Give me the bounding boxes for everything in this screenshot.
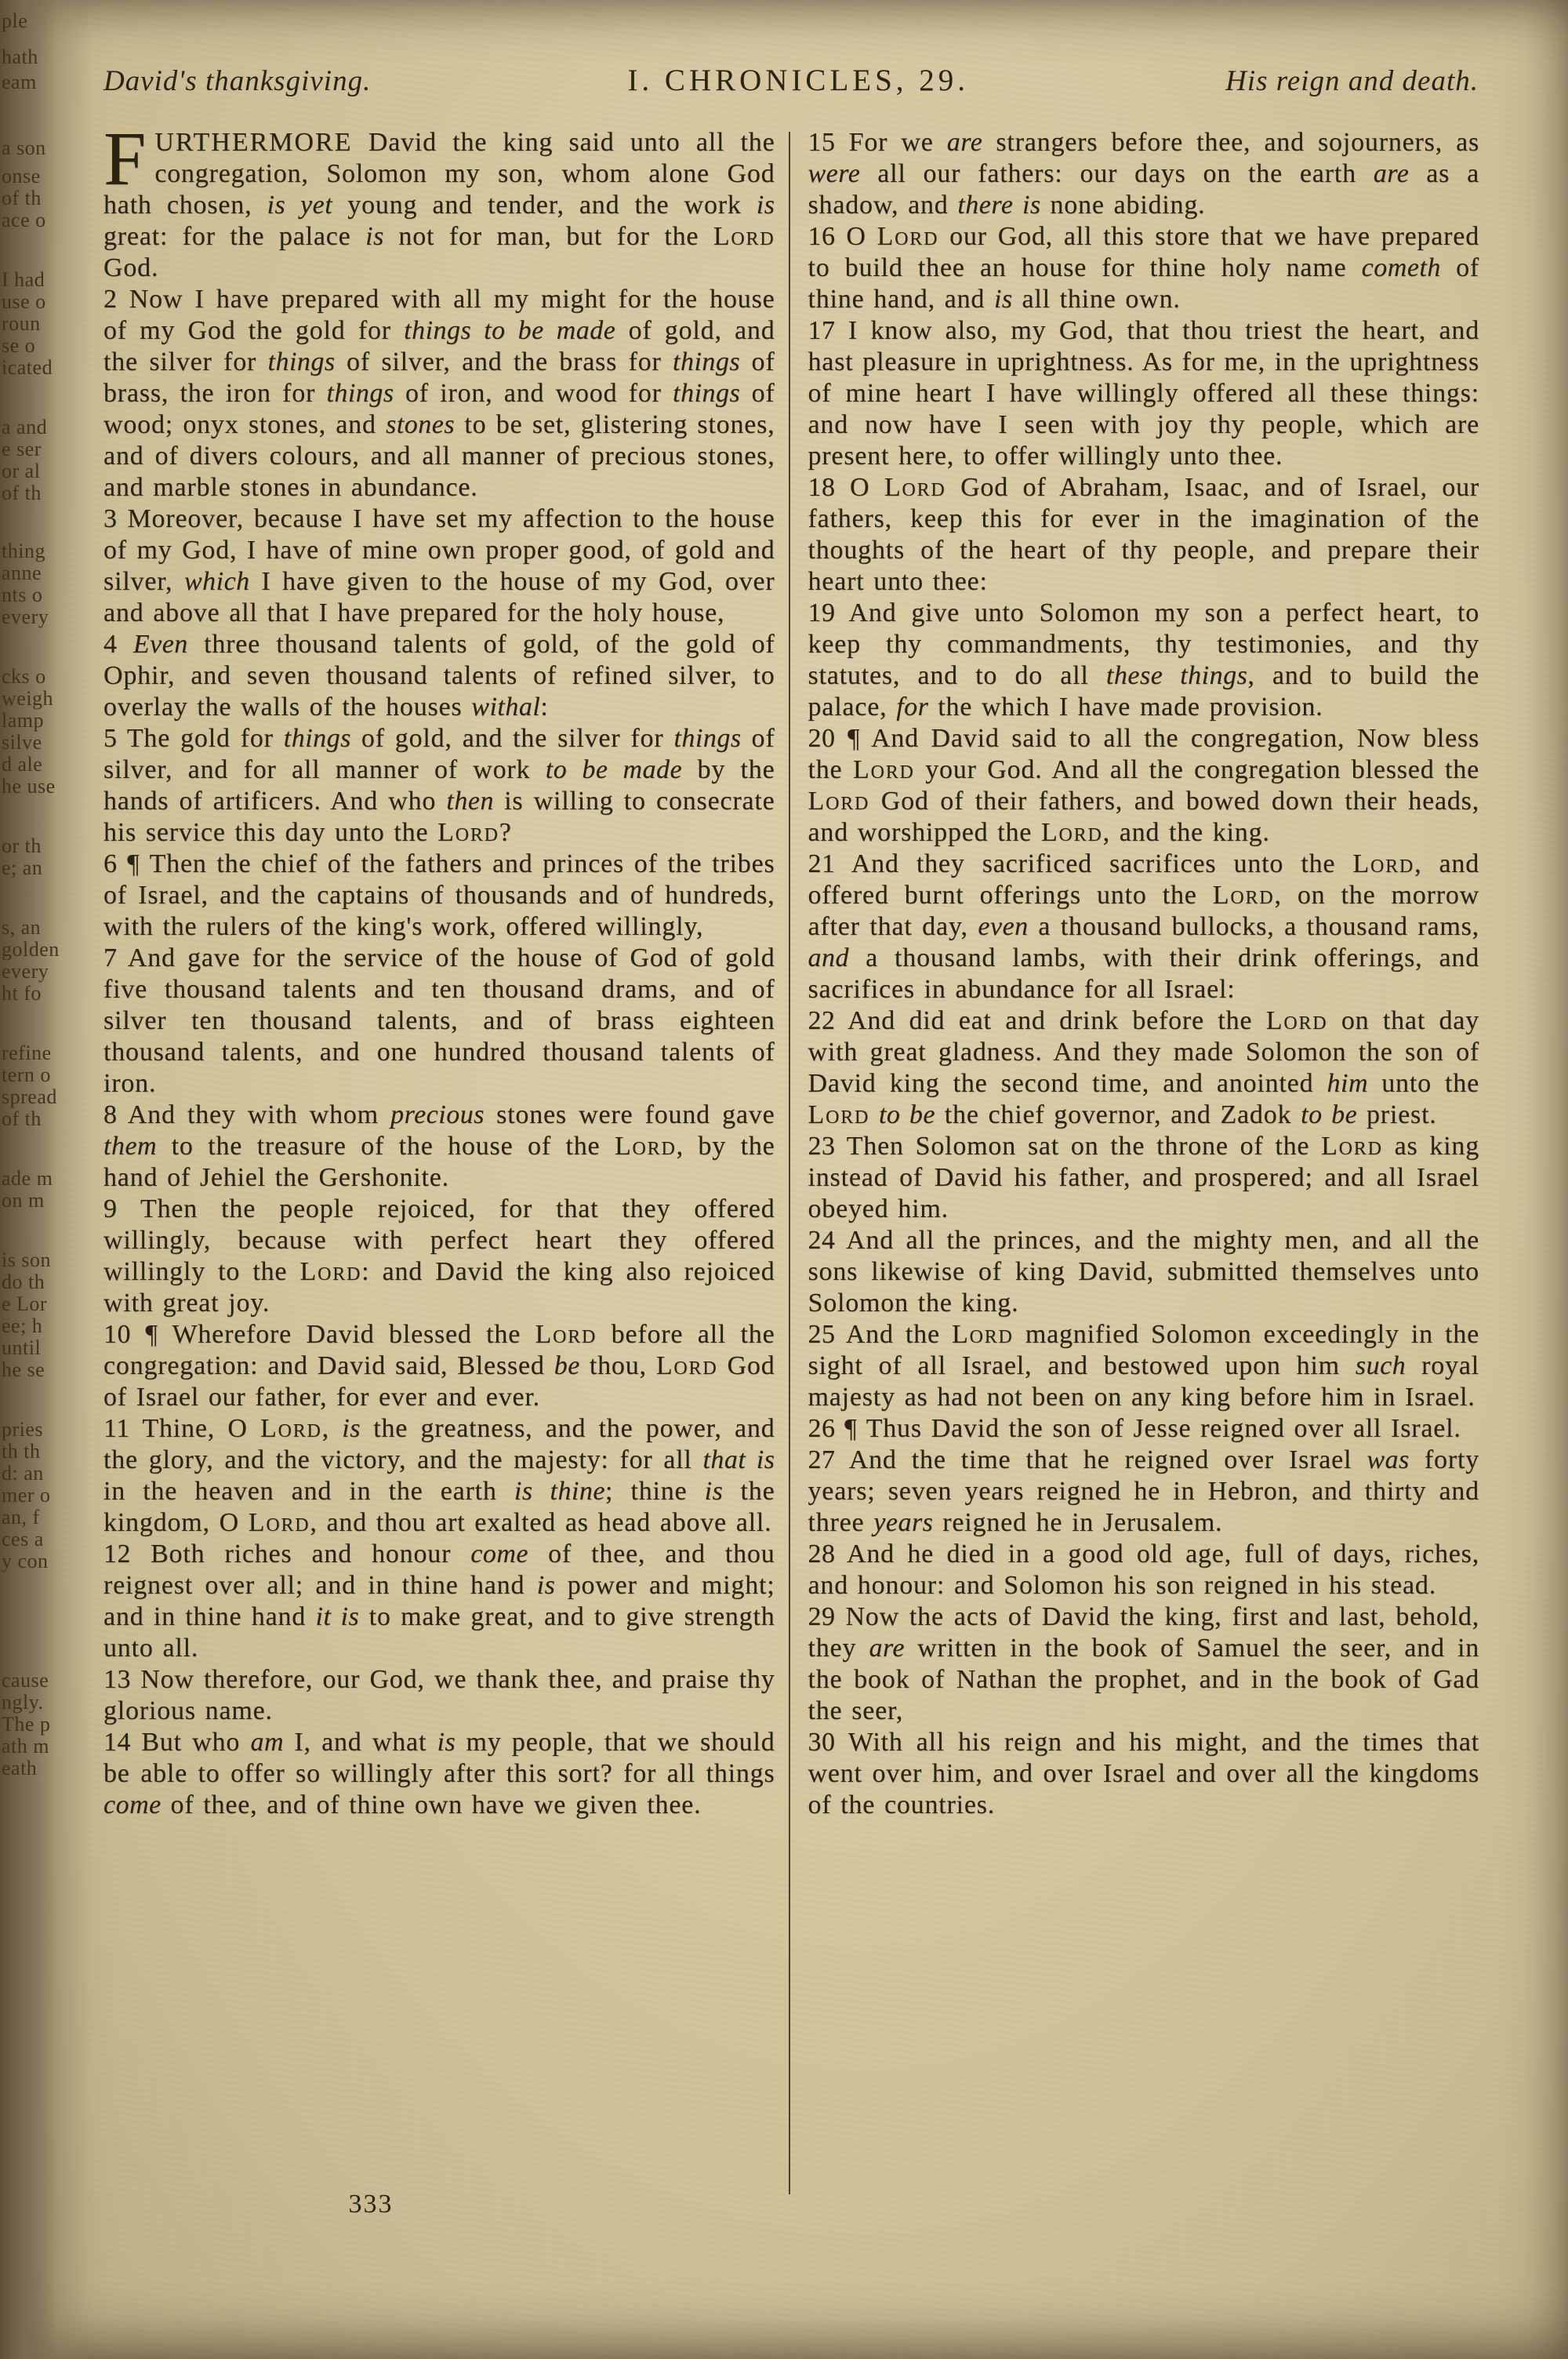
- verse-19: 19 And give unto Solomon my son a perfect heart, to keep thy commandments, thy testimonies, and thy statutes, and to do all these things, and to build the palace, for the which I have made provision.: [808, 598, 1479, 722]
- gutter-text-fragment: e; an: [2, 856, 43, 879]
- verse-27: 27 And the time that he reigned over Israel was forty years; seven years reigned he in Hebron, and thirty and three years reigned he in Jerusalem.: [808, 1445, 1479, 1537]
- gutter-text-fragment: spread: [2, 1085, 57, 1108]
- verse-number: 7: [103, 943, 118, 972]
- running-head-right: His reign and death.: [1225, 65, 1479, 97]
- gutter-text-fragment: do th: [2, 1270, 45, 1293]
- verse-number: 20: [808, 724, 836, 753]
- verse-14: 14 But who am I, and what is my people, that we should be able to offer so willingly after this sort? for all things come of thee, and of thine own have we given thee.: [103, 1728, 775, 1819]
- verse-16: 16 O Lord our God, all this store that we have prepared to build thee an house for thine holy name cometh of thine hand, and is all thine own.: [808, 222, 1479, 314]
- gutter-text-fragment: eath: [2, 1757, 38, 1779]
- verse-9: 9 Then the people rejoiced, for that they offered willingly, because with perfect heart they offered willingly to the Lord: and David the king also rejoiced with great joy.: [103, 1194, 775, 1318]
- gutter-text-fragment: cause: [2, 1669, 49, 1692]
- gutter-text-fragment: of th: [2, 1107, 42, 1130]
- lord-small-caps: Lord: [952, 1320, 1014, 1349]
- verse-number: 4: [103, 630, 118, 659]
- verse-number: 24: [808, 1226, 836, 1255]
- verse-17: 17 I know also, my God, that thou triest the heart, and hast pleasure in uprightness. As for me, in the uprightness of mine heart I have willingly offered all these things: and now have I seen with joy thy people, which are present here, to offer willingly unto thee.: [808, 316, 1479, 471]
- lord-small-caps: Lord: [1212, 881, 1275, 910]
- verse-28: 28 And he died in a good old age, full of days, riches, and honour: and Solomon his son reigned in his stead.: [808, 1539, 1479, 1600]
- gutter-text-fragment: on m: [2, 1189, 45, 1212]
- lord-small-caps: Lord: [614, 1132, 677, 1161]
- lord-small-caps: Lord: [248, 1508, 310, 1537]
- verse-number: 29: [808, 1602, 836, 1631]
- gutter-text-fragment: ace o: [2, 209, 46, 231]
- verse-24: 24 And all the princes, and the mighty men, and all the sons likewise of king David, submitted themselves unto Solomon the king.: [808, 1226, 1479, 1318]
- verse-8: 8 And they with whom precious stones were found gave them to the treasure of the house of the Lord, by the hand of Jehiel the Gershonite.: [103, 1100, 775, 1192]
- gutter-text-fragment: nts o: [2, 583, 43, 606]
- page-number: 333: [348, 2190, 394, 2219]
- verse-number: 13: [103, 1665, 131, 1694]
- gutter-text-fragment: of th: [2, 482, 42, 504]
- gutter-text-fragment: s, an: [2, 916, 42, 939]
- gutter-text-fragment: weigh: [2, 687, 54, 710]
- lord-small-caps: Lord: [853, 755, 915, 784]
- verse-13: 13 Now therefore, our God, we thank thee, and praise thy glorious name.: [103, 1665, 775, 1725]
- verse-26: 26 ¶ Thus David the son of Jesse reigned over all Israel.: [808, 1414, 1461, 1443]
- gutter-text-fragment: onse: [2, 165, 41, 187]
- gutter-text-fragment: is son: [2, 1249, 51, 1271]
- lord-small-caps: Lord: [655, 1351, 718, 1380]
- gutter-text-fragment: pries: [2, 1418, 44, 1441]
- verse-number: 12: [103, 1539, 131, 1568]
- gutter-edge: [0, 0, 93, 2359]
- gutter-text-fragment: eam: [2, 71, 37, 93]
- gutter-text-fragment: d: an: [2, 1462, 44, 1485]
- gutter-text-fragment: anne: [2, 562, 42, 584]
- gutter-text-fragment: ple: [2, 9, 28, 32]
- verse-number: 14: [103, 1728, 131, 1757]
- verse-number: 16: [808, 222, 836, 251]
- verse-23: 23 Then Solomon sat on the throne of the Lord as king instead of David his father, and prospered; and all Israel obeyed him.: [808, 1132, 1479, 1223]
- verse-number: 5: [103, 724, 118, 753]
- gutter-text-fragment: icated: [2, 356, 53, 379]
- verse-number: 10: [103, 1320, 131, 1349]
- gutter-text-fragment: mer o: [2, 1484, 51, 1507]
- verse-number: 8: [103, 1100, 118, 1129]
- verse-29: 29 Now the acts of David the king, first and last, behold, they are written in the book of Samuel the seer, and in the book of Nathan the prophet, and in the book of Gad the seer,: [808, 1602, 1479, 1725]
- gutter-text-fragment: ht fo: [2, 982, 42, 1005]
- lord-small-caps: Lord: [1352, 849, 1415, 878]
- verse-number: 3: [103, 504, 118, 533]
- opening-word: URTHERMORE: [154, 128, 353, 157]
- lord-small-caps: Lord: [437, 818, 499, 847]
- verse-number: 26: [808, 1414, 836, 1443]
- verse-3: 3 Moreover, because I have set my affection to the house of my God, I have of mine own proper good, of gold and silver, which I have given to the house of my God, over and above all that I have prepared for the holy house,: [103, 504, 775, 627]
- gutter-text-fragment: golden: [2, 938, 60, 961]
- gutter-text-fragment: of th: [2, 187, 42, 209]
- gutter-text-fragment: a and: [2, 416, 48, 438]
- text-columns: [103, 117, 1480, 1821]
- gutter-text-fragment: he use: [2, 775, 56, 798]
- gutter-text-fragment: ade m: [2, 1167, 53, 1190]
- verse-number: 17: [808, 316, 836, 345]
- verse-number: 22: [808, 1006, 836, 1035]
- gutter-text-fragment: tern o: [2, 1063, 51, 1086]
- verse-number: 30: [808, 1728, 836, 1757]
- lord-small-caps: Lord: [1265, 1006, 1328, 1035]
- gutter-text-fragment: e Lor: [2, 1292, 48, 1315]
- verse-number: 2: [103, 285, 118, 314]
- verse-5: 5 The gold for things of gold, and the silver for things of silver, and for all manner of work to be made by the hands of artificers. And who then is willing to consecrate his service this day unto the Lord?: [103, 724, 775, 847]
- verse-number: 21: [808, 849, 836, 878]
- gutter-text-fragment: an, f: [2, 1506, 40, 1528]
- verse-number: 11: [103, 1414, 130, 1443]
- page-header: [103, 63, 1479, 98]
- lord-small-caps: Lord: [713, 222, 775, 251]
- verse-number: 23: [808, 1132, 836, 1161]
- gutter-text-fragment: silve: [2, 731, 42, 754]
- verse-number: 15: [808, 128, 836, 157]
- gutter-text-fragment: cks o: [2, 665, 46, 688]
- verse-7: 7 And gave for the service of the house of God of gold five thousand talents and ten thousand drams, and of silver ten thousand talents, and of brass eighteen thousand talents, and one hundred thousand talents of iron.: [103, 943, 775, 1098]
- gutter-text-fragment: use o: [2, 290, 46, 313]
- gutter-text-fragment: he se: [2, 1358, 45, 1381]
- left-column: [103, 117, 775, 1821]
- gutter-text-fragment: every: [2, 960, 49, 983]
- gutter-text-fragment: every: [2, 605, 49, 628]
- verse-number: 6: [103, 849, 118, 878]
- verse-6: 6 ¶ Then the chief of the fathers and princes of the tribes of Israel, and the captains of thousands and of hundreds, with the rulers of the king's work, offered willingly,: [103, 849, 775, 941]
- lord-small-caps: Lord: [884, 473, 946, 502]
- verse-number: 18: [808, 473, 836, 502]
- gutter-text-fragment: y con: [2, 1550, 49, 1572]
- gutter-text-fragment: a son: [2, 136, 46, 159]
- gutter-text-fragment: until: [2, 1336, 42, 1359]
- dropcap-letter: F: [103, 117, 147, 202]
- lord-small-caps: Lord: [808, 1100, 870, 1129]
- lord-small-caps: Lord: [535, 1320, 597, 1349]
- gutter-text-fragment: or th: [2, 834, 42, 857]
- verse-2: 2 Now I have prepared with all my might for the house of my God the gold for things to be made of gold, and the silver for things of silver, and the brass for things of brass, the iron for things of iron, and wood for things of wood; onyx stones, and stones to be set, glistering stones, and of divers colours, and all manner of precious stones, and marble stones in abundance.: [103, 285, 775, 502]
- verse-12: 12 Both riches and honour come of thee, and thou reignest over all; and in thine hand is power and might; and in thine hand it is to make great, and to give strength unto all.: [103, 1539, 775, 1663]
- verse-20: 20 ¶ And David said to all the congregation, Now bless the Lord your God. And all the congregation blessed the Lord God of their fathers, and bowed down their heads, and worshipped the Lord, and the king.: [808, 724, 1479, 847]
- verse-number: 25: [808, 1320, 836, 1349]
- verse-10: 10 ¶ Wherefore David blessed the Lord before all the congregation: and David said, Blessed be thou, Lord God of Israel our father, for ever and ever.: [103, 1320, 775, 1412]
- verse-30: 30 With all his reign and his might, and the times that went over him, and over Israel and over all the kingdoms of the countries.: [808, 1728, 1479, 1819]
- lord-small-caps: Lord: [260, 1414, 322, 1443]
- verse-25: 25 And the Lord magnified Solomon exceedingly in the sight of all Israel, and bestowed upon him such royal majesty as had not been on any king before him in Israel.: [808, 1320, 1480, 1412]
- verse-11: 11 Thine, O Lord, is the greatness, and the power, and the glory, and the victory, and the majesty: for all that is in the heaven and in the earth is thine; thine is the kingdom, O Lord, and thou art exalted as head above all.: [103, 1414, 775, 1537]
- verse-18: 18 O Lord God of Abraham, Isaac, and of Israel, our fathers, keep this for ever in the imagination of the thoughts of the heart of thy people, and prepare their heart unto thee:: [808, 473, 1479, 596]
- gutter-text-fragment: ee; h: [2, 1314, 43, 1337]
- verse-22: 22 And did eat and drink before the Lord on that day with great gladness. And they made Solomon the son of David king the second time, and anointed him unto the Lord to be the chief governor, and Zadok to be priest.: [808, 1006, 1479, 1129]
- lord-small-caps: Lord: [1040, 818, 1103, 847]
- gutter-text-fragment: roun: [2, 312, 41, 335]
- gutter-text-fragment: ngly.: [2, 1691, 44, 1714]
- lord-small-caps: Lord: [299, 1257, 362, 1286]
- gutter-text-fragment: th th: [2, 1440, 41, 1463]
- gutter-text-fragment: or al: [2, 460, 41, 482]
- gutter-text-fragment: se o: [2, 334, 36, 357]
- gutter-text-fragment: ces a: [2, 1528, 44, 1550]
- verse-number: 27: [808, 1445, 836, 1474]
- right-column: [808, 127, 1480, 1821]
- verse-number: 28: [808, 1539, 836, 1568]
- gutter-text-fragment: ath m: [2, 1735, 49, 1757]
- verse-number: 19: [808, 598, 836, 627]
- gutter-text-fragment: d ale: [2, 753, 43, 776]
- verse-15: 15 For we are strangers before thee, and sojourners, as were all our fathers: our days on the earth are as a shadow, and there is none abiding.: [808, 128, 1479, 220]
- lord-small-caps: Lord: [877, 222, 939, 251]
- verse-1: FURTHERMORE David the king said unto all the congregation, Solomon my son, whom alone God hath chosen, is yet young and tender, and the work is great: for the palace is not for man, but for the Lord God.: [103, 117, 775, 282]
- gutter-text-fragment: hath: [2, 45, 38, 68]
- running-head-left: David's thanksgiving.: [103, 65, 372, 97]
- lord-small-caps: Lord: [1321, 1132, 1383, 1161]
- verse-21: 21 And they sacrificed sacrifices unto the Lord, and offered burnt offerings unto the Lord, on the morrow after that day, even a thousand bullocks, a thousand rams, and a thousand lambs, with their drink offerings, and sacrifices in abundance for all Israel:: [808, 849, 1480, 1004]
- gutter-text-fragment: I had: [2, 268, 45, 291]
- verse-4: 4 Even three thousand talents of gold, of the gold of Ophir, and seven thousand talents of refined silver, to overlay the walls of the houses withal:: [103, 630, 775, 722]
- lord-small-caps: Lord: [808, 787, 870, 816]
- chapter-title: I. CHRONICLES, 29.: [627, 64, 970, 97]
- gutter-text-fragment: lamp: [2, 709, 44, 732]
- gutter-text-fragment: The p: [2, 1713, 51, 1736]
- verse-number: 9: [103, 1194, 118, 1223]
- gutter-text-fragment: thing: [2, 540, 45, 562]
- gutter-text-fragment: refine: [2, 1041, 52, 1064]
- gutter-text-fragment: e ser: [2, 438, 42, 460]
